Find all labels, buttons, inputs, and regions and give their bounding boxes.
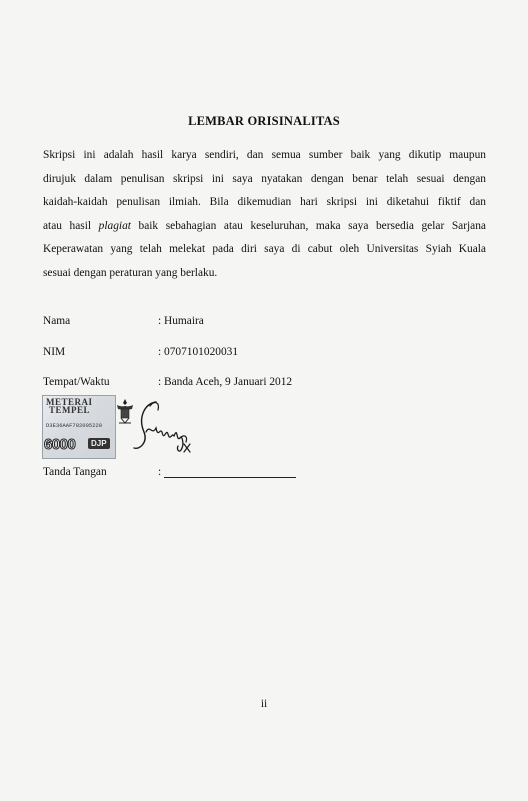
field-value: : Humaira	[158, 315, 204, 327]
paragraph-line: sesuai dengan peraturan yang berlaku.	[43, 266, 218, 279]
line-text: baik sebahagian atau keseluruhan, maka saya bersedia gelar Sarjana	[130, 219, 486, 232]
signature-line	[164, 477, 296, 478]
statement-paragraph	[43, 144, 486, 286]
field-label: NIM	[43, 346, 66, 358]
document-title: LEMBAR ORISINALITAS	[188, 114, 340, 128]
handwritten-signature	[126, 398, 196, 460]
stamp-brand: DJP	[88, 438, 110, 449]
paragraph-line	[43, 215, 486, 239]
line-text: atau hasil	[43, 219, 99, 232]
stamp-serial: D3E36AAF702005220	[46, 422, 103, 429]
stamp-text: METERAI	[46, 397, 93, 407]
field-value: :	[158, 466, 162, 478]
paragraph-line: dirujuk dalam penulisan skripsi ini saya nyatakan dengan benar telah sesuai dengan	[43, 172, 486, 185]
paragraph-line: Keperawatan yang telah melekat pada diri saya di cabut oleh Universitas Syiah Kuala	[43, 243, 486, 256]
stamp-value: 6000	[44, 436, 76, 453]
stamp-text: TEMPEL	[49, 405, 91, 415]
field-value: : 0707101020031	[158, 346, 239, 358]
field-label: Tanda Tangan	[43, 466, 107, 478]
page-number: ii	[260, 698, 268, 710]
italic-term: plagiat	[98, 219, 131, 232]
paragraph-line: kaidah-kaidah penulisan ilmiah. Bila dikemudian hari skripsi ini diketahui fiktif dan	[43, 196, 486, 209]
revenue-stamp	[42, 395, 116, 459]
field-label: Nama	[43, 315, 71, 327]
field-value: : Banda Aceh, 9 Januari 2012	[158, 376, 293, 388]
paragraph-line: Skripsi ini adalah hasil karya sendiri, dan semua sumber baik yang dikutip maupun	[43, 149, 486, 161]
field-label: Tempat/Waktu	[43, 376, 110, 388]
